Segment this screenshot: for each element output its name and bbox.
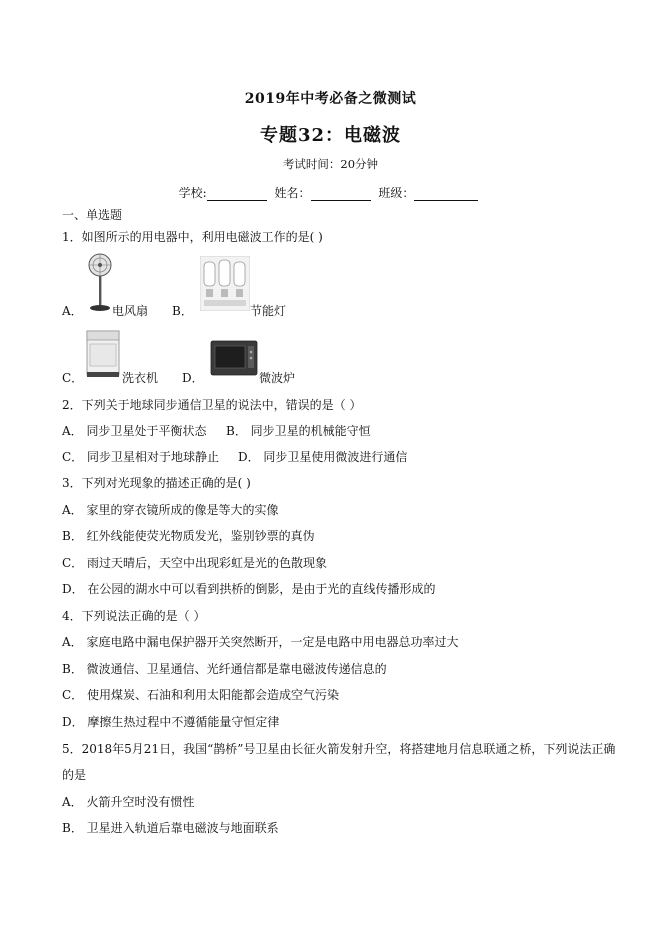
q2-option-b: B． 同步卫星的机械能守恒: [226, 424, 371, 438]
q1-option-a-label: A．: [62, 304, 83, 318]
q5-option-a: A． 火箭升空时没有惯性: [62, 795, 195, 809]
q4-option-a: A． 家庭电路中漏电保护器开关突然断开，一定是电路中用电器总功率过大: [62, 635, 459, 649]
class-blank[interactable]: [414, 187, 478, 201]
q2-option-d: D． 同步卫星使用微波进行通信: [238, 450, 408, 464]
page-subtitle: 专题32：电磁波: [259, 125, 402, 146]
q4-option-d: D． 摩擦生热过程中不遵循能量守恒定律: [62, 715, 280, 729]
school-blank[interactable]: [207, 187, 267, 201]
q5-stem-line2: 的是: [62, 768, 87, 782]
page-title: 2019年中考必备之微测试: [244, 91, 417, 107]
q2-stem: 2．下列关于地球同步通信卫星的说法中，错误的是（ ）: [62, 398, 362, 412]
exam-time: 考试时间：20分钟: [282, 157, 379, 171]
q1-option-c-text: 洗衣机: [122, 371, 159, 385]
energy-saving-lamp-image: [200, 256, 250, 311]
q5-option-b: B． 卫星进入轨道后靠电磁波与地面联系: [62, 821, 279, 835]
q1-option-d-text: 微波炉: [259, 371, 296, 385]
q1-option-c-label: C．: [62, 371, 84, 385]
q3-option-d: D． 在公园的湖水中可以看到拱桥的倒影，是由于光的直线传播形成的: [62, 582, 436, 596]
q3-option-b: B． 红外线能使荧光物质发光，鉴别钞票的真伪: [62, 529, 315, 543]
q3-option-a: A． 家里的穿衣镜所成的像是等大的实像: [62, 503, 279, 517]
name-label: 姓名：: [274, 186, 311, 200]
class-label: 班级：: [378, 186, 415, 200]
q1-option-d-label: D．: [182, 371, 204, 385]
section-label: 一、单选题: [62, 208, 123, 222]
q4-stem: 4．下列说法正确的是（ ）: [62, 609, 206, 623]
q1-stem: 1．如图所示的用电器中，利用电磁波工作的是( ): [62, 230, 323, 244]
q3-stem: 3．下列对光现象的描述正确的是( ): [62, 476, 251, 490]
student-info-line: [0, 184, 661, 201]
washing-machine-image: [86, 330, 120, 378]
q2-option-a: A． 同步卫星处于平衡状态: [62, 424, 207, 438]
q1-option-a-text: 电风扇: [112, 304, 149, 318]
q3-option-c: C． 雨过天晴后，天空中出现彩虹是光的色散现象: [62, 556, 327, 570]
q1-option-b-text: 节能灯: [250, 304, 287, 318]
q4-option-c: C． 使用煤炭、石油和利用太阳能都会造成空气污染: [62, 688, 339, 702]
q5-stem-line1: 5．2018年5月21日，我国“鹊桥”号卫星由长征火箭发射升空，将搭建地月信息联通之桥，下列说法正确: [62, 742, 616, 756]
q1-option-b-label: B．: [172, 304, 193, 318]
school-label: 学校:: [178, 186, 207, 200]
microwave-oven-image: [210, 340, 258, 376]
q2-option-c: C． 同步卫星相对于地球静止: [62, 450, 219, 464]
q4-option-b: B． 微波通信、卫星通信、光纤通信都是靠电磁波传递信息的: [62, 662, 387, 676]
name-blank[interactable]: [311, 187, 371, 201]
